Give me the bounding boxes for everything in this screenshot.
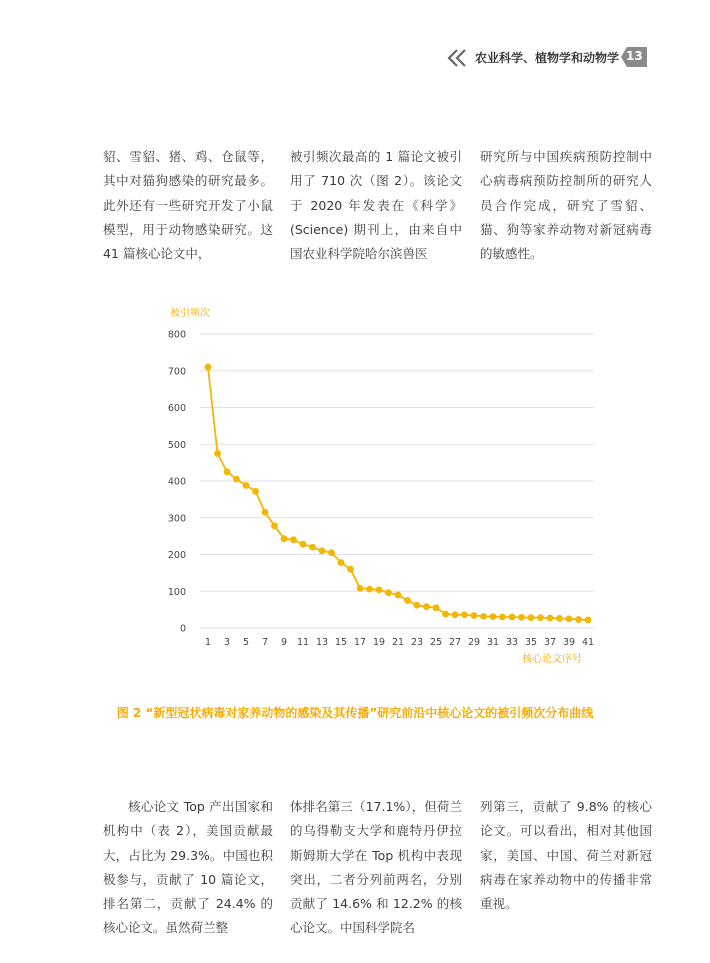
data-point [205,364,212,371]
data-point [328,549,335,556]
paragraph-text: 貂、雪貂、猪、鸡、仓鼠等，其中对猫狗感染的研究最多。此外还有一些研究开发了小鼠模型，用于动物感染研究。这 41 篇核心论文中， [103,149,273,262]
x-tick-label: 11 [296,637,310,648]
data-point [423,603,430,610]
data-point [518,614,525,621]
paragraph-text: 体排名第三（17.1%），但荷兰的乌得勒支大学和鹿特丹伊拉斯姆斯大学在 Top 机构中表现突出，二者分列前两名，分别贡献了 14.6% 和 12.2% 的核心论文。中国科学院名 [290,799,462,936]
x-axis-label: 核心论文序号 [522,654,582,665]
running-header [445,46,655,70]
x-tick-label: 31 [486,637,500,648]
data-point [243,482,250,489]
data-point [585,617,592,624]
data-point [509,614,516,621]
data-point [233,476,240,483]
paragraph-text: 研究所与中国疾病预防控制中心病毒病预防控制所的研究人员合作完成，研究了雪貂、猫、狗等家养动物对新冠病毒的敏感性。 [480,149,652,262]
x-tick-label: 15 [334,637,348,648]
x-tick-label: 19 [372,637,386,648]
data-point [271,522,278,529]
data-point [404,597,411,604]
data-point [290,536,297,543]
data-point [490,613,497,620]
data-point [480,613,487,620]
data-point [452,611,459,618]
data-point [537,614,544,621]
data-point [338,559,345,566]
citation-frequency-chart [160,300,600,680]
data-point [224,468,231,475]
paragraph-text: 核心论文 Top 产出国家和机构中（表 2），美国贡献最大，占比为 29.3%。中国也积极参与，贡献了 10 篇论文，排名第二，贡献了 24.4% 的核心论文。虽然荷兰整 [103,799,273,936]
data-point [300,541,307,548]
x-tick-label: 13 [315,637,329,648]
data-point [414,602,421,609]
y-tick-label: 700 [167,366,186,378]
data-point [471,612,478,619]
data-point [347,566,354,573]
data-point [442,611,449,618]
x-tick-label: 9 [280,637,288,648]
data-point [547,615,554,622]
paragraph-text: 列第三，贡献了 9.8% 的核心论文。可以看出，相对其他国家，美国、中国、荷兰对新冠病毒在家养动物中的传播非常重视。 [480,799,652,912]
x-tick-label: 1 [204,637,212,648]
data-point [499,614,506,621]
x-tick-label: 21 [391,637,405,648]
y-tick-label: 200 [167,550,186,561]
data-point [252,488,259,495]
data-point [214,450,221,457]
x-tick-label: 41 [581,637,595,648]
x-tick-label: 37 [543,637,557,648]
y-tick-label: 300 [167,513,186,525]
y-tick-label: 100 [167,586,186,598]
double-chevron-left-icon [445,48,469,68]
x-tick-label: 29 [467,637,481,648]
y-axis-label: 被引频次 [170,308,210,319]
figure-caption: 图 2 “新型冠状病毒对家养动物的感染及其传播”研究前沿中核心论文的被引频次分布曲线 [116,706,594,720]
x-tick-label: 17 [353,637,367,648]
data-point [376,586,383,593]
data-point [309,544,316,551]
data-point [433,604,440,611]
y-tick-label: 500 [167,439,186,451]
series-line [208,367,588,620]
x-tick-label: 27 [448,637,462,648]
data-point [575,616,582,623]
paragraph-text: 被引频次最高的 1 篇论文被引用了 710 次（图 2）。该论文于 2020 年发表在《科学》(Science) 期刊上，由来自中国农业科学院哈尔滨兽医 [290,149,462,262]
data-point [461,611,468,618]
bottom-column-2 [290,795,462,941]
section-title: 农业科学、植物学和动物学 [475,51,620,65]
bottom-column-3 [480,795,652,916]
y-tick-label: 0 [179,623,186,635]
x-tick-label: 33 [505,637,519,648]
y-tick-label: 600 [167,403,186,414]
data-point [566,615,573,622]
x-tick-label: 23 [410,637,424,648]
top-column-3 [480,145,652,266]
x-tick-label: 35 [524,637,538,648]
bottom-column-1 [103,795,273,941]
top-column-1 [103,145,273,266]
data-point [556,615,563,622]
x-tick-label: 7 [261,637,269,648]
data-point [357,585,364,592]
top-column-2 [290,145,462,266]
x-tick-label: 25 [429,637,443,648]
data-point [262,509,269,516]
x-tick-label: 3 [223,637,231,648]
data-point [528,614,535,621]
y-tick-label: 800 [167,329,186,341]
data-point [385,589,392,596]
data-point [319,547,326,554]
data-point [395,592,402,599]
y-tick-label: 400 [167,476,186,488]
x-tick-label: 39 [562,637,576,648]
data-point [281,535,288,542]
x-tick-label: 5 [242,637,250,648]
page-number: 13 [626,49,643,63]
data-point [366,586,373,593]
